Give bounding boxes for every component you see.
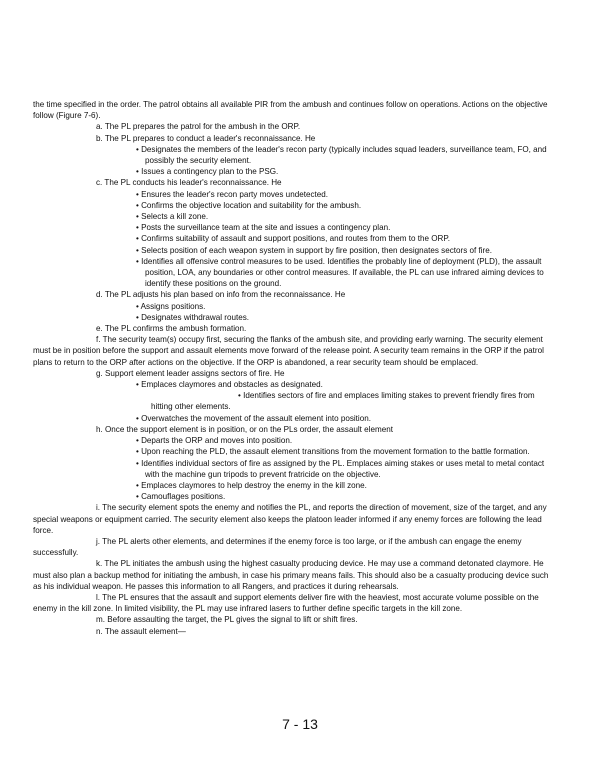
item-h-bullet: • Emplaces claymores to help destroy the enemy in the kill zone. <box>136 480 367 490</box>
item-c-bullet: • Ensures the leader's recon party moves undetected. <box>136 189 328 199</box>
item-b: b. The PL prepares to conduct a leader's reconnaissance. He <box>96 133 316 143</box>
item-b-bullet: • Issues a contingency plan to the PSG. <box>136 167 279 177</box>
item-h-bullet: • Upon reaching the PLD, the assault element transitions from the movement formation to the battle formation. <box>136 447 530 457</box>
item-g-bullet: • Identifies sectors of fire and emplaces limiting stakes to prevent friendly fires from <box>238 391 535 401</box>
item-c-bullet: • Identifies all offensive control measures to be used. Identifies the probably line of deployment (PLD), the assault position, LOA, any boundaries or other control measures. If available, the PL can use infrared aiming devices to identify these positions on the ground. <box>136 256 544 289</box>
item-n: n. The assault element— <box>96 626 186 636</box>
item-c: c. The PL conducts his leader's reconnaissance. He <box>96 178 282 188</box>
item-b-bullet: • Designates the members of the leader's recon party (typically includes squad leaders, surveillance team, FO, and possibly the security element. <box>136 144 547 166</box>
item-h-bullet: • Identifies individual sectors of fire as assigned by the PL. Emplaces aiming stakes or uses metal to metal contact with the machine gun tripods to prevent fratricide on the objective. <box>136 458 545 479</box>
item-g-bullet: • Overwatches the movement of the assault element into position. <box>136 413 371 423</box>
item-d-bullet: • Assigns positions. <box>136 301 206 311</box>
item-l: l. The PL ensures that the assault and support elements deliver fire with the heaviest, most accurate volume possible on the enemy in the kill zone. In limited visibility, the PL may use infrared lasers to further define specific targets in the kill zone. <box>33 592 539 614</box>
item-e: e. The PL confirms the ambush formation. <box>96 324 247 334</box>
item-c-bullet: • Confirms suitability of assault and support positions, and routes from them to the ORP. <box>136 234 450 244</box>
item-h: h. Once the support element is in position, or on the PLs order, the assault element <box>96 424 393 434</box>
intro-paragraph: the time specified in the order. The patrol obtains all available PIR from the ambush and continues follow on operations. Actions on the objective follow (Figure 7-6). <box>33 100 548 121</box>
item-d: d. The PL adjusts his plan based on info from the reconnaissance. He <box>96 290 346 300</box>
item-g: g. Support element leader assigns sectors of fire. He <box>96 368 285 378</box>
item-i: i. The security element spots the enemy and notifies the PL, and reports the direction of movement, size of the target, and any special weapons or equipment carried. The security element also keeps the platoon leader informed if any enemy forces are following the lead force. <box>33 503 547 535</box>
document-body <box>33 99 558 637</box>
item-g-bullet-continuation: hitting other elements. <box>151 402 231 412</box>
item-c-bullet: • Selects position of each weapon system in support by fire position, then designates sectors of fire. <box>136 245 493 255</box>
item-h-bullet: • Camouflages positions. <box>136 492 226 502</box>
item-h-bullet: • Departs the ORP and moves into position. <box>136 436 293 446</box>
item-k: k. The PL initiates the ambush using the highest casualty producing device. He may use a command detonated claymore. He must also plan a backup method for initiating the ambush, in case his primary means fails. This should also be a casualty producing device such as his individual weapon. He passes this information to all Rangers, and practices it during rehearsals. <box>33 559 549 591</box>
item-c-bullet: • Selects a kill zone. <box>136 212 209 222</box>
item-g-bullet: • Emplaces claymores and obstacles as designated. <box>136 380 323 390</box>
item-a: a. The PL prepares the patrol for the ambush in the ORP. <box>96 122 301 132</box>
item-f: f. The security team(s) occupy first, securing the flanks of the ambush site, and providing early warning. The security element must be in position before the support and assault elements move forward of the release point. A security team remains in the ORP if the patrol plans to return to the ORP after actions on the objective. If the ORP is abandoned, a rear security team should be emplaced. <box>33 335 544 367</box>
page-number: 7 - 13 <box>282 716 318 732</box>
item-c-bullet: • Confirms the objective location and suitability for the ambush. <box>136 200 362 210</box>
item-j: j. The PL alerts other elements, and determines if the enemy force is too large, or if the ambush can engage the enemy successfully. <box>33 536 522 558</box>
item-m: m. Before assaulting the target, the PL gives the signal to lift or shift fires. <box>96 615 358 625</box>
item-c-bullet: • Posts the surveillance team at the site and issues a contingency plan. <box>136 223 391 233</box>
item-d-bullet: • Designates withdrawal routes. <box>136 312 250 322</box>
